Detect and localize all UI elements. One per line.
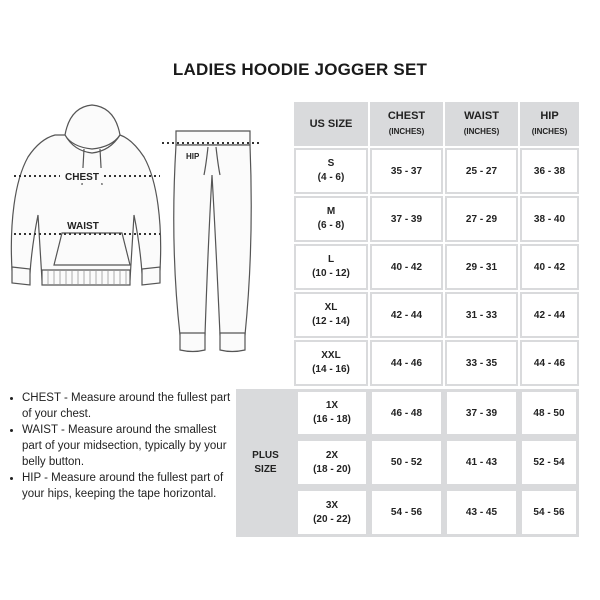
size-letter: S (327, 158, 335, 169)
size-range: (14 - 16) (312, 364, 350, 375)
size-letter: XXL (321, 350, 341, 361)
waist-cell: 29 - 31 (445, 244, 518, 290)
garment-illustration (0, 95, 290, 375)
size-cell-1x (296, 390, 368, 436)
size-letter: M (326, 206, 336, 217)
header-chest-unit: (INCHES) (388, 127, 425, 136)
size-letter: 2X (325, 449, 339, 461)
chest-cell: 44 - 46 (370, 340, 443, 386)
size-letter: L (327, 254, 335, 265)
size-range: (12 - 14) (312, 316, 350, 327)
size-letter: XL (324, 302, 338, 313)
measuring-guide (8, 390, 233, 502)
size-range: (16 - 18) (313, 414, 351, 425)
size-cell-xxl (294, 340, 368, 386)
header-us-size (294, 102, 368, 146)
hip-cell: 54 - 56 (520, 489, 578, 536)
hip-cell: 42 - 44 (520, 292, 579, 338)
header-waist-label: WAIST (464, 110, 499, 122)
header-waist-unit: (INCHES) (463, 127, 500, 136)
chest-label: CHEST (65, 172, 99, 183)
waist-cell: 27 - 29 (445, 196, 518, 242)
size-range: (10 - 12) (312, 268, 350, 279)
chest-cell: 35 - 37 (370, 148, 443, 194)
hip-label: HIP (186, 152, 200, 161)
chest-cell: 42 - 44 (370, 292, 443, 338)
size-range: (20 - 22) (313, 513, 351, 525)
hip-cell: 44 - 46 (520, 340, 579, 386)
waist-cell: 37 - 39 (445, 390, 518, 436)
plus-label-line1: PLUS (252, 450, 279, 461)
page-title: LADIES HOODIE JOGGER SET (172, 60, 428, 79)
header-chest (370, 102, 443, 146)
header-hip-unit: (INCHES) (531, 127, 568, 136)
waist-cell: 25 - 27 (445, 148, 518, 194)
waist-label: WAIST (67, 221, 99, 232)
guide-item-chest: • CHEST - Measure around the fullest part of your chest. (22, 390, 233, 422)
chest-cell: 46 - 48 (370, 390, 443, 436)
waist-cell: 41 - 43 (445, 439, 518, 486)
guide-item-waist: • WAIST - Measure around the smallest part of your midsection, typically by your belly button. (22, 422, 233, 470)
header-hip-label: HIP (540, 110, 559, 122)
hip-cell: 38 - 40 (520, 196, 579, 242)
hip-cell: 40 - 42 (520, 244, 579, 290)
header-waist (445, 102, 518, 146)
hip-cell: 48 - 50 (520, 390, 578, 436)
hip-cell: 52 - 54 (520, 439, 578, 486)
size-range: (6 - 8) (317, 220, 345, 231)
header-hip (520, 102, 579, 146)
waist-cell: 43 - 45 (445, 489, 518, 536)
size-range: (18 - 20) (313, 463, 351, 475)
header-chest-label: CHEST (387, 110, 426, 122)
hoodie-drawing (11, 105, 160, 285)
size-letter: 3X (325, 499, 339, 511)
size-cell-xl (294, 292, 368, 338)
size-cell-s (294, 148, 368, 194)
chest-cell: 40 - 42 (370, 244, 443, 290)
waist-cell: 31 - 33 (445, 292, 518, 338)
header-us-size-label: US SIZE (309, 117, 353, 130)
chest-cell: 50 - 52 (370, 439, 443, 486)
hip-cell: 36 - 38 (520, 148, 579, 194)
size-cell-3x (296, 489, 368, 536)
size-range: (4 - 6) (317, 172, 345, 183)
size-cell-l (294, 244, 368, 290)
chest-cell: 54 - 56 (370, 489, 443, 536)
jogger-drawing (174, 131, 251, 352)
guide-item-hip: • HIP - Measure around the fullest part of your hips, keeping the tape horizontal. (22, 470, 233, 502)
waist-cell: 33 - 35 (445, 340, 518, 386)
size-cell-m (294, 196, 368, 242)
plus-label-line2: SIZE (254, 464, 277, 475)
chest-cell: 37 - 39 (370, 196, 443, 242)
size-cell-2x (296, 439, 368, 486)
size-letter: 1X (325, 400, 339, 411)
plus-size-label (236, 389, 295, 537)
